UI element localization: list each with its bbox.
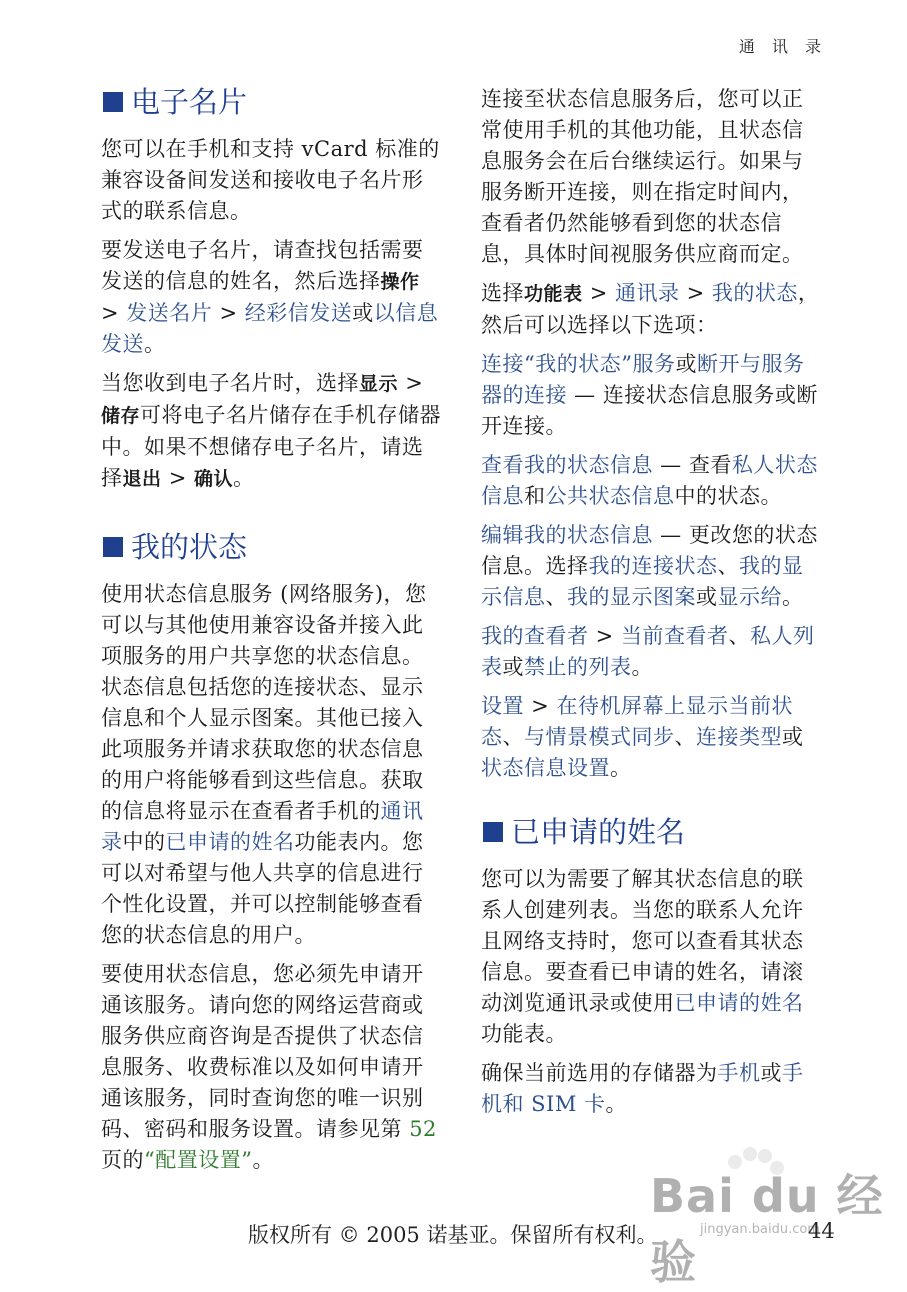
menu-link[interactable]: 私人列表: [481, 624, 815, 679]
menu-link[interactable]: 当前查看者: [620, 624, 729, 648]
menu-link[interactable]: 状态信息设置: [481, 756, 610, 780]
left-column: [101, 82, 441, 1176]
option-item: 设置 > 在待机屏幕上显示当前状态、与情景模式同步、连接类型或状态信息设置。: [481, 694, 804, 780]
menu-link[interactable]: 已申请的姓名: [674, 991, 804, 1015]
menu-link[interactable]: 经彩信发送: [244, 301, 353, 325]
menu-link[interactable]: 我的查看者: [481, 624, 589, 648]
paragraph: 要发送电子名片，请查找包括需要发送的信息的姓名，然后选择操作 > 发送名片 > 经彩信发送或以信息发送。: [101, 238, 439, 356]
section-heading-my-status: 我的状态: [101, 527, 441, 567]
paragraph: 您可以为需要了解其状态信息的联系人创建列表。当您的联系人允许且网络支持时，您可以查看其状态信息。要查看已申请的姓名，请滚动浏览通讯录或使用已申请的姓名功能表。: [481, 867, 804, 1046]
paragraph: 要使用状态信息，您必须先申请开通该服务。请向您的网络运营商或服务供应商咨询是否提供了状态信息服务、收费标准以及如何申请开通该服务，同时查询您的唯一识别码、密码和服务设置。请参见第 52 页的“配置设置”。: [101, 962, 437, 1172]
paragraph: 确保当前选用的存储器为手机或手机和 SIM 卡。: [481, 1061, 804, 1116]
menu-link[interactable]: 发送名片: [126, 301, 213, 325]
menu-link[interactable]: 手机和 SIM 卡: [481, 1061, 804, 1116]
menu-link[interactable]: 在待机屏幕上显示当前状态: [481, 694, 793, 749]
right-column: [481, 84, 821, 1120]
option-item: 编辑我的状态信息 — 更改您的状态信息。选择我的连接状态、我的显示信息、我的显示图案或显示给。: [481, 523, 818, 609]
paragraph: 当您收到电子名片时，选择显示 > 储存可将电子名片储存在手机存储器中。如果不想储存电子名片，请选择退出 > 确认。: [101, 371, 442, 490]
menu-link[interactable]: 通讯录: [614, 281, 680, 305]
running-header: 通 讯 录: [738, 37, 827, 56]
menu-link[interactable]: 与情景模式同步: [524, 725, 675, 749]
menu-link[interactable]: 编辑我的状态信息: [481, 523, 653, 547]
paragraph: 选择功能表 > 通讯录 > 我的状态，然后可以选择以下选项：: [481, 281, 820, 337]
menu-link[interactable]: 禁止的列表: [524, 655, 632, 679]
menu-link[interactable]: 我的显示信息: [481, 554, 804, 609]
menu-link[interactable]: 连接“我的状态”服务: [481, 352, 676, 376]
menu-link[interactable]: 手机: [717, 1061, 761, 1085]
section-xref-link[interactable]: “配置设置”: [144, 1148, 253, 1172]
menu-link[interactable]: 公共状态信息: [545, 484, 675, 508]
menu-link[interactable]: 已申请的姓名: [165, 830, 295, 854]
section-heading-requested-names: 已申请的姓名: [481, 812, 821, 852]
square-bullet-icon: [103, 537, 123, 557]
section-heading-vcard: 电子名片: [101, 82, 441, 122]
menu-link[interactable]: 显示给: [717, 585, 782, 609]
menu-link[interactable]: 通讯录: [101, 799, 424, 854]
menu-link[interactable]: 我的连接状态: [588, 554, 718, 578]
menu-link[interactable]: 查看我的状态信息: [481, 453, 653, 477]
menu-link[interactable]: 私人状态信息: [481, 453, 818, 508]
copyright-footer: 版权所有 © 2005 诺基亚。保留所有权利。: [248, 1223, 658, 1247]
option-item: 我的查看者 > 当前查看者、私人列表或禁止的列表。: [481, 624, 815, 679]
menu-link[interactable]: 设置: [481, 694, 524, 718]
menu-link[interactable]: 断开与服务器的连接: [481, 352, 805, 407]
paragraph: 使用状态信息服务 (网络服务)，您可以与其他使用兼容设备并接入此项服务的用户共享您的状态信息。状态信息包括您的连接状态、显示信息和个人显示图案。其他已接入此项服务并请求获取您的状态信息的用户将能够看到这些信息。获取的信息将显示在查看者手机的通讯录中的已申请的姓名功能表内。您可以对希望与他人共享的信息进行个性化设置，并可以控制能够查看您的状态信息的用户。: [101, 582, 427, 947]
page-number: 44: [808, 1219, 835, 1243]
menu-link[interactable]: 连接类型: [696, 725, 782, 749]
menu-link[interactable]: 我的显示图案: [567, 585, 696, 609]
watermark-url: jingyan.baidu.com: [700, 1222, 820, 1237]
option-item: 连接“我的状态”服务或断开与服务器的连接 — 连接状态信息服务或断开连接。: [481, 352, 818, 438]
page-xref-link[interactable]: 52: [409, 1117, 437, 1141]
square-bullet-icon: [483, 822, 503, 842]
watermark-logo: Bai du 经验: [650, 1169, 884, 1289]
paragraph: 连接至状态信息服务后，您可以正常使用手机的其他功能，且状态信息服务会在后台继续运行。如果与服务断开连接，则在指定时间内，查看者仍然能够看到您的状态信息，具体时间视服务供应商而定。: [481, 87, 804, 266]
menu-link[interactable]: 我的状态: [711, 281, 798, 305]
menu-link[interactable]: 以信息发送: [101, 301, 439, 356]
paragraph: 您可以在手机和支持 vCard 标准的兼容设备间发送和接收电子名片形式的联系信息。: [101, 137, 440, 223]
square-bullet-icon: [103, 92, 123, 112]
option-item: 查看我的状态信息 — 查看私人状态信息和公共状态信息中的状态。: [481, 453, 818, 508]
